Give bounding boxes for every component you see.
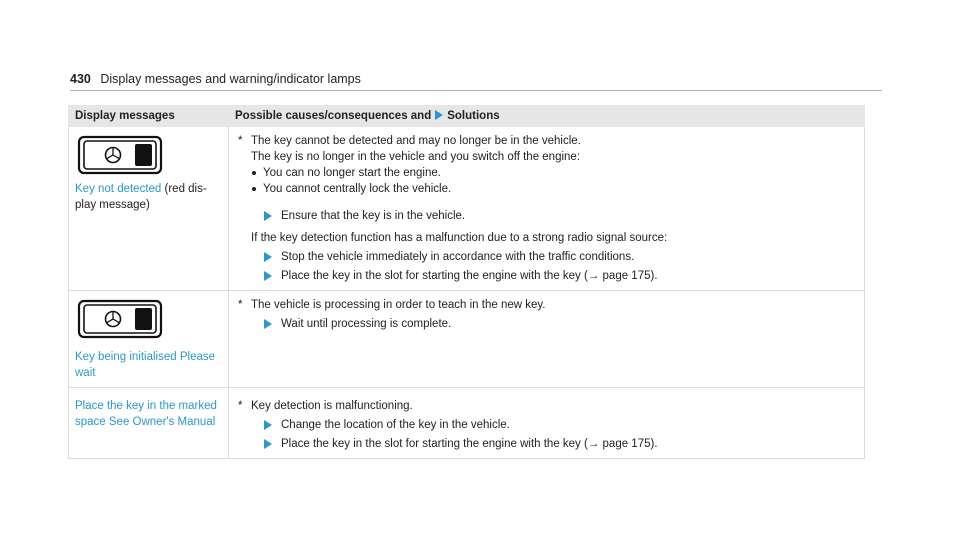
column-header-display: Display messages — [69, 106, 229, 127]
header-divider — [70, 90, 882, 91]
arrow-right-icon — [264, 319, 272, 329]
arrow-right-icon — [264, 211, 272, 221]
table-row — [69, 291, 865, 388]
solution-step — [235, 249, 858, 265]
cause-text-2: The key is no longer in the vehicle and you switch off the engine: — [251, 151, 581, 163]
column-header-solutions-prefix: Possible causes/consequences and — [235, 110, 432, 122]
display-message-cell — [69, 388, 229, 459]
cause-asterisk: * — [238, 135, 243, 147]
table-row — [69, 388, 865, 459]
solutions-cell — [229, 388, 865, 459]
page-header — [70, 72, 361, 86]
solution-step-text: Wait until processing is complete. — [281, 318, 452, 330]
cause-text: Key detection is malfunctioning. — [251, 400, 413, 412]
cause-line — [235, 133, 858, 149]
page-number: 430 — [70, 72, 91, 86]
cause-asterisk: * — [238, 299, 243, 311]
solution-step — [235, 208, 858, 224]
solution-step — [235, 417, 858, 433]
arrow-right-icon — [264, 439, 272, 449]
cause-line — [235, 297, 858, 313]
arrow-right-icon — [264, 252, 272, 262]
solution-step-text: Place the key in the slot for starting the engine with the key (→ page 175). — [281, 270, 658, 282]
list-item: You cannot centrally lock the vehicle. — [251, 181, 858, 197]
display-message-key-being-initialised: Key being initialised Please wait — [75, 351, 216, 379]
solution-step-text: Ensure that the key is in the vehicle. — [281, 210, 466, 222]
cause-asterisk: * — [238, 400, 243, 412]
table-header-row — [69, 106, 865, 127]
table-row — [69, 127, 865, 291]
arrow-right-icon — [264, 271, 272, 281]
display-message-cell — [69, 127, 229, 291]
display-message-note: (red dis-play message) — [75, 183, 207, 211]
arrow-right-icon — [264, 420, 272, 430]
solution-step — [235, 316, 858, 332]
cause-text: The key cannot be detected and may no longer be in the vehicle. — [251, 135, 581, 147]
display-message-cell — [69, 291, 229, 388]
cause-text: The vehicle is processing in order to teach in the new key. — [251, 299, 546, 311]
solution-step-text: Change the location of the key in the vehicle. — [281, 419, 510, 431]
condition-text: If the key detection function has a malfunction due to a strong radio signal source: — [251, 232, 668, 244]
key-fob-icon — [77, 135, 163, 175]
display-messages-table — [68, 105, 865, 459]
arrow-right-icon — [435, 110, 443, 120]
list-item: You can no longer start the engine. — [251, 165, 858, 181]
cause-line — [235, 398, 858, 414]
solutions-cell — [229, 291, 865, 388]
display-message-text — [75, 181, 222, 213]
solution-step — [235, 436, 858, 452]
consequence-list — [235, 165, 858, 197]
display-message-key-not-detected: Key not detected — [75, 183, 162, 195]
display-message-place-key: Place the key in the marked space See Owner's Manual — [75, 400, 217, 428]
key-fob-icon — [77, 299, 163, 339]
page-title: Display messages and warning/indicator lamps — [100, 72, 361, 86]
solution-step — [235, 268, 858, 284]
solution-step-text: Place the key in the slot for starting the engine with the key (→ page 175). — [281, 438, 658, 450]
column-header-solutions-suffix: Solutions — [447, 110, 500, 122]
solutions-cell — [229, 127, 865, 291]
solution-step-text: Stop the vehicle immediately in accordance with the traffic conditions. — [281, 251, 635, 263]
column-header-solutions — [229, 106, 865, 127]
